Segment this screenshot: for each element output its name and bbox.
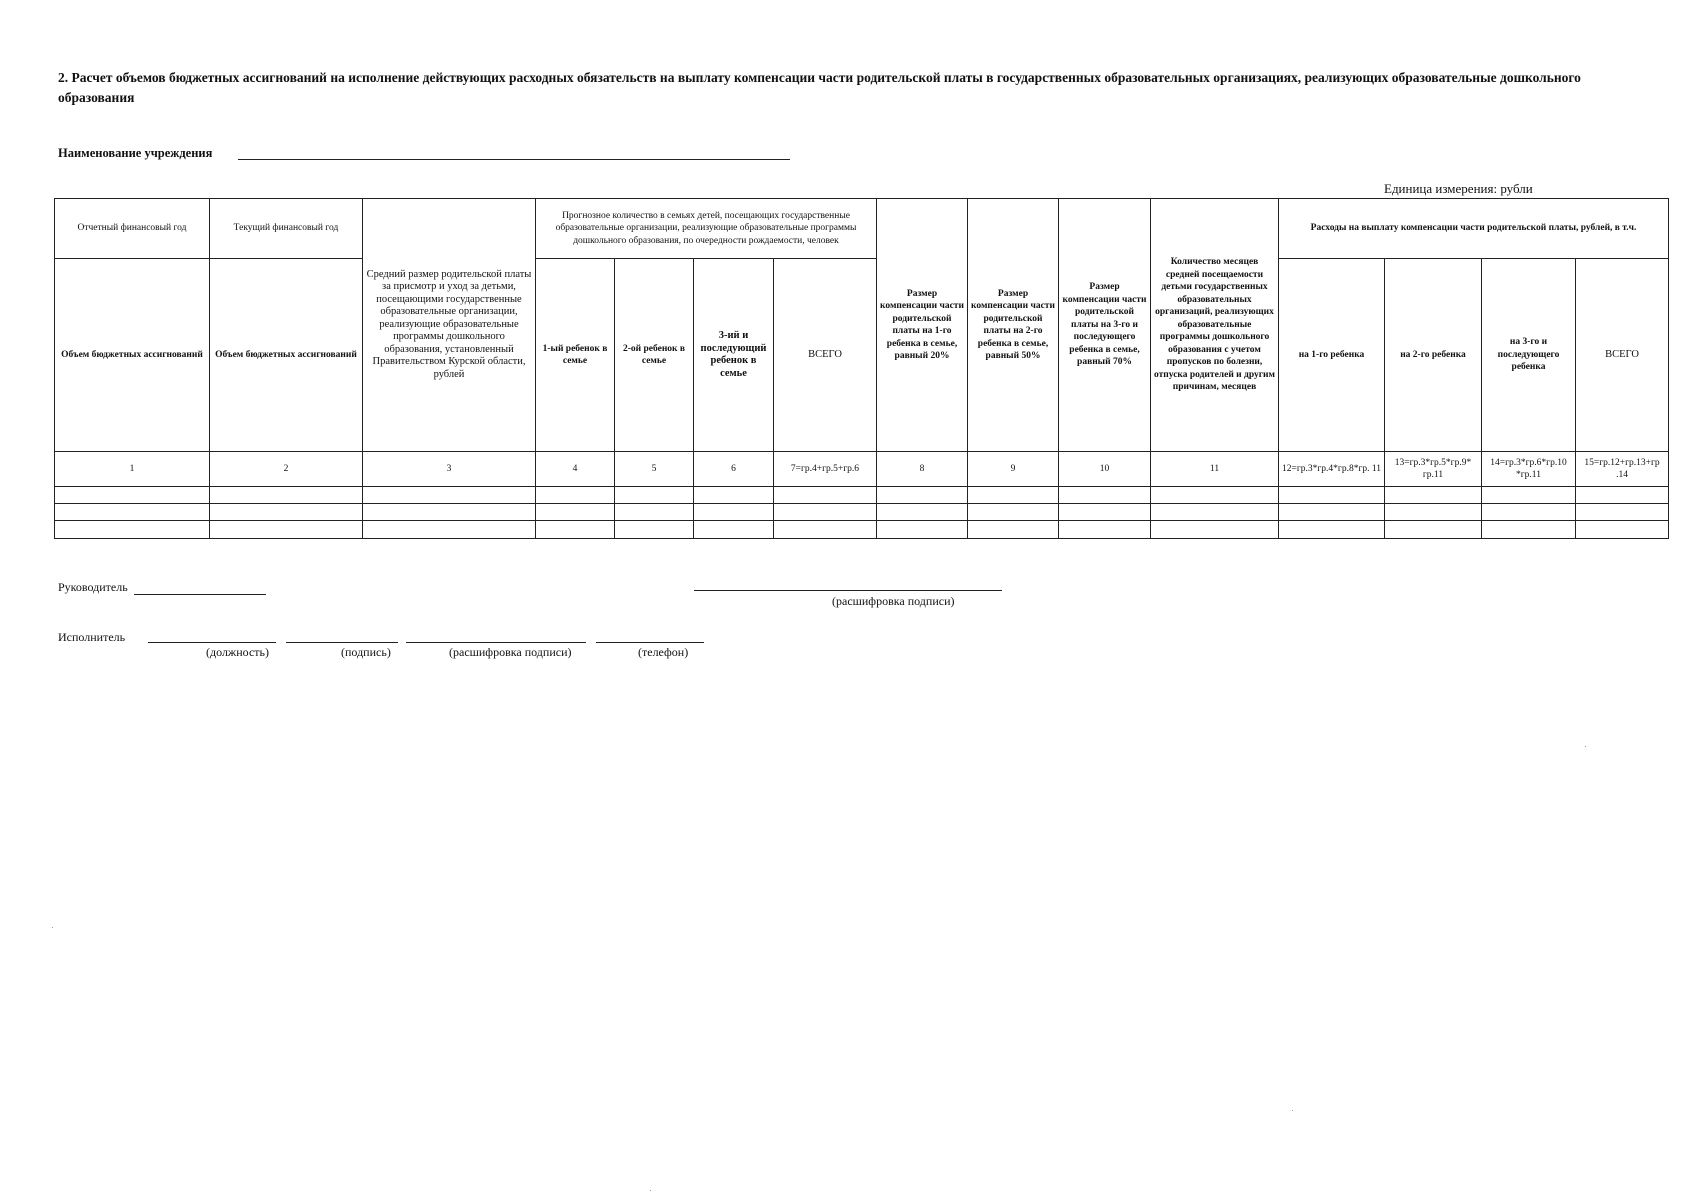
table-cell[interactable] xyxy=(694,504,774,521)
table-cell[interactable] xyxy=(774,504,877,521)
table-cell[interactable] xyxy=(55,521,210,539)
document-title: 2. Расчет объемов бюджетных ассигнований на исполнение действующих расходных обязательств на выплату компенсации части родительской платы в государственных образовательных организациях, реализующих образовательные дошкольного образования xyxy=(58,70,1581,105)
table-cell[interactable] xyxy=(1385,521,1482,539)
table-cell[interactable] xyxy=(363,487,536,504)
header-budget-volume-2: Объем бюджетных ассигнований xyxy=(210,259,363,452)
table-cell[interactable] xyxy=(1151,504,1279,521)
table-cell[interactable] xyxy=(1576,521,1669,539)
table-cell[interactable] xyxy=(1059,521,1151,539)
table-row xyxy=(55,504,1669,521)
colnum-15: 15=гр.12+гр.13+гр .14 xyxy=(1576,452,1669,487)
header-months: Количество месяцев средней посещаемости детьми государственных образовательных организаций, реализующих образовательные программы дошкольного образования с учетом пропусков по болезни, отпуска родителей и другим причинам, месяцев xyxy=(1151,199,1279,452)
table-cell[interactable] xyxy=(536,521,615,539)
table-cell[interactable] xyxy=(210,487,363,504)
header-exp-1: на 1-го ребенка xyxy=(1279,259,1385,452)
table-cell[interactable] xyxy=(536,487,615,504)
table-cell[interactable] xyxy=(877,521,968,539)
head-signature-line[interactable] xyxy=(134,594,266,595)
header-exp-total: ВСЕГО xyxy=(1576,259,1669,452)
table-cell[interactable] xyxy=(1279,487,1385,504)
table-cell[interactable] xyxy=(615,504,694,521)
table-cell[interactable] xyxy=(968,487,1059,504)
colnum-5: 5 xyxy=(615,452,694,487)
executor-position-line[interactable] xyxy=(148,642,276,643)
colnum-7: 7=гр.4+гр.5+гр.6 xyxy=(774,452,877,487)
head-decode-line[interactable] xyxy=(694,590,1002,591)
table-cell[interactable] xyxy=(363,504,536,521)
colnum-4: 4 xyxy=(536,452,615,487)
table-cell[interactable] xyxy=(615,487,694,504)
table-cell[interactable] xyxy=(1059,504,1151,521)
budget-table xyxy=(54,198,1669,539)
table-cell[interactable] xyxy=(877,504,968,521)
table-cell[interactable] xyxy=(1151,487,1279,504)
table-cell[interactable] xyxy=(877,487,968,504)
scan-speck xyxy=(650,1190,651,1191)
colnum-14: 14=гр.3*гр.6*гр.10 *гр.11 xyxy=(1482,452,1576,487)
table-cell[interactable] xyxy=(1279,504,1385,521)
table-cell[interactable] xyxy=(210,521,363,539)
colnum-11: 11 xyxy=(1151,452,1279,487)
header-child-3: 3-ий и последующий ребенок в семье xyxy=(694,259,774,452)
header-comp-70: Размер компенсации части родительской платы на 3-го и последующего ребенка в семье, равный 70% xyxy=(1059,199,1151,452)
table-cell[interactable] xyxy=(1482,487,1576,504)
header-comp-20: Размер компенсации части родительской платы на 1-го ребенка в семье, равный 20% xyxy=(877,199,968,452)
header-exp-2: на 2-го ребенка xyxy=(1385,259,1482,452)
header-comp-50: Размер компенсации части родительской платы на 2-го ребенка в семье, равный 50% xyxy=(968,199,1059,452)
head-decode-caption: (расшифровка подписи) xyxy=(832,594,955,608)
executor-decode-line[interactable] xyxy=(406,642,586,643)
table-cell[interactable] xyxy=(363,521,536,539)
table-cell[interactable] xyxy=(968,504,1059,521)
executor-label: Исполнитель xyxy=(58,630,126,644)
table-cell[interactable] xyxy=(210,504,363,521)
table-cell[interactable] xyxy=(1576,504,1669,521)
table-row xyxy=(55,487,1669,504)
table-cell[interactable] xyxy=(536,504,615,521)
colnum-2: 2 xyxy=(210,452,363,487)
table-cell[interactable] xyxy=(968,521,1059,539)
colnum-6: 6 xyxy=(694,452,774,487)
header-current-year: Текущий финансовый год xyxy=(210,199,363,259)
colnum-1: 1 xyxy=(55,452,210,487)
header-child-1: 1-ый ребенок в семье xyxy=(536,259,615,452)
table-cell[interactable] xyxy=(694,487,774,504)
executor-phone-caption: (телефон) xyxy=(638,645,689,659)
header-budget-volume-1: Объем бюджетных ассигнований xyxy=(55,259,210,452)
head-label: Руководитель xyxy=(58,580,128,594)
table-cell[interactable] xyxy=(55,487,210,504)
colnum-3: 3 xyxy=(363,452,536,487)
table-cell[interactable] xyxy=(615,521,694,539)
header-reporting-year: Отчетный финансовый год xyxy=(55,199,210,259)
colnum-10: 10 xyxy=(1059,452,1151,487)
header-exp-3: на 3-го и последующего ребенка xyxy=(1482,259,1576,452)
table-cell[interactable] xyxy=(1059,487,1151,504)
institution-label: Наименование учреждения xyxy=(58,146,213,160)
executor-position-caption: (должность) xyxy=(206,645,269,659)
scan-speck xyxy=(1292,1110,1293,1111)
colnum-13: 13=гр.3*гр.5*гр.9* гр.11 xyxy=(1385,452,1482,487)
header-expenses-group: Расходы на выплату компенсации части родительской платы, рублей, в т.ч. xyxy=(1279,199,1669,259)
table-cell[interactable] xyxy=(774,521,877,539)
table-cell[interactable] xyxy=(774,487,877,504)
table-cell[interactable] xyxy=(1279,521,1385,539)
scan-speck xyxy=(1585,746,1586,747)
header-total-children: ВСЕГО xyxy=(774,259,877,452)
executor-decode-caption: (расшифровка подписи) xyxy=(449,645,572,659)
scan-speck xyxy=(52,927,53,928)
table-cell[interactable] xyxy=(694,521,774,539)
header-child-2: 2-ой ребенок в семье xyxy=(615,259,694,452)
institution-name-field[interactable] xyxy=(238,159,790,160)
table-cell[interactable] xyxy=(55,504,210,521)
header-forecast-group: Прогнозное количество в семьях детей, посещающих государственные образовательные организации, реализующие образовательные программы дошкольного образования, по очередности рождаемости, человек xyxy=(536,199,877,259)
table-cell[interactable] xyxy=(1576,487,1669,504)
executor-signature-line[interactable] xyxy=(286,642,398,643)
executor-signature-caption: (подпись) xyxy=(341,645,391,659)
table-row xyxy=(55,521,1669,539)
header-avg-fee: Средний размер родительской платы за присмотр и уход за детьми, посещающими государственные образовательные организации, реализующие образовательные программы дошкольного образования, установленный Правительством Курской области, рублей xyxy=(363,199,536,452)
table-cell[interactable] xyxy=(1482,521,1576,539)
colnum-9: 9 xyxy=(968,452,1059,487)
table-cell[interactable] xyxy=(1151,521,1279,539)
colnum-12: 12=гр.3*гр.4*гр.8*гр. 11 xyxy=(1279,452,1385,487)
table-cell[interactable] xyxy=(1385,487,1482,504)
unit-label: Единица измерения: рубли xyxy=(1384,181,1533,196)
table-cell[interactable] xyxy=(1385,504,1482,521)
table-cell[interactable] xyxy=(1482,504,1576,521)
executor-phone-line[interactable] xyxy=(596,642,704,643)
colnum-8: 8 xyxy=(877,452,968,487)
